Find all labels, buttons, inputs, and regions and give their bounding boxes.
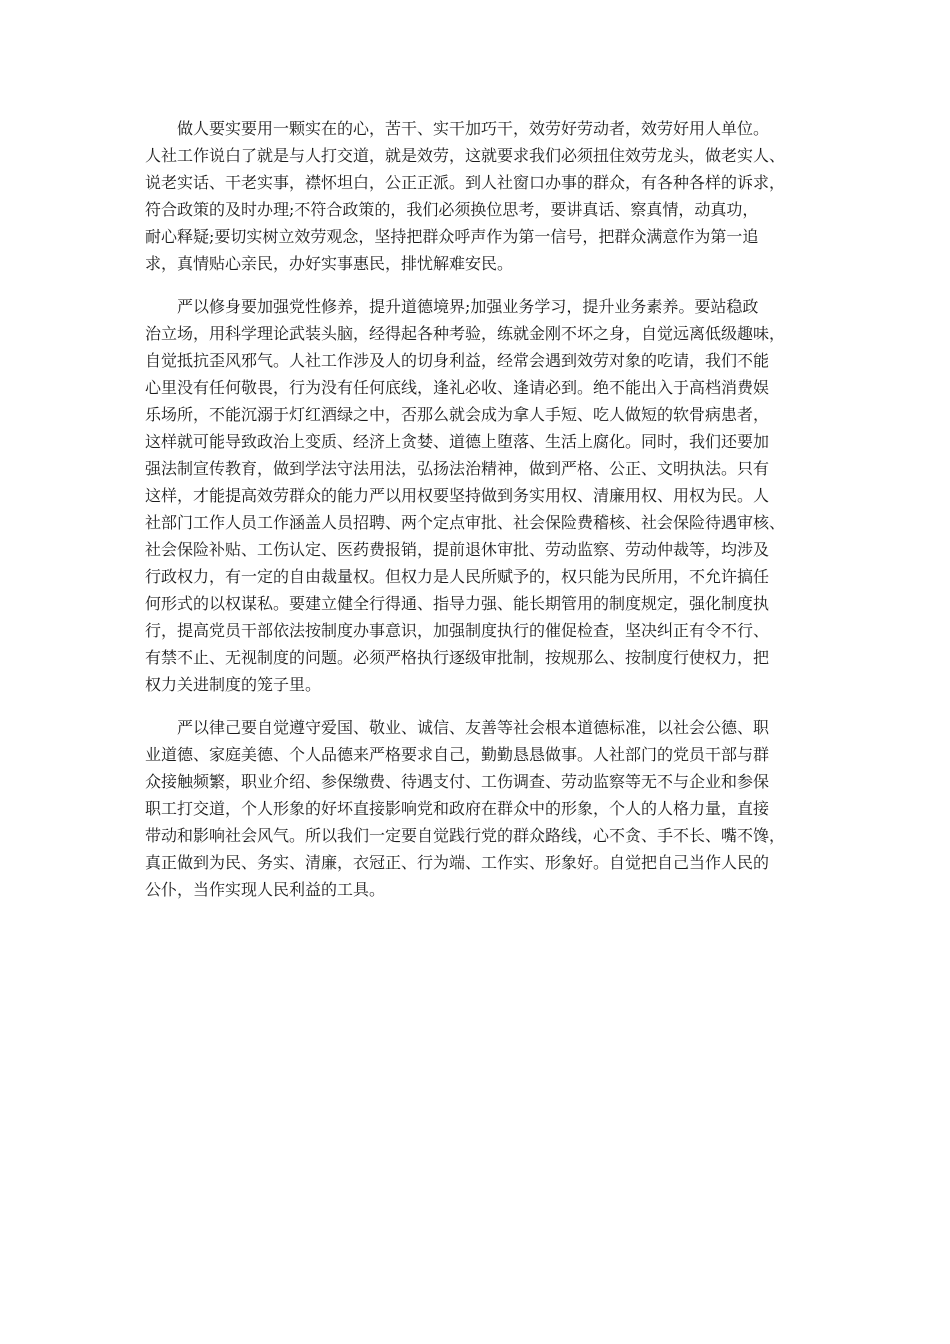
text-line: 自觉抵抗歪风邪气。人社工作涉及人的切身利益，经常会遇到效劳对象的吃请，我们不能	[145, 351, 770, 370]
text-line: 职工打交道，个人形象的好坏直接影响党和政府在群众中的形象，个人的人格力量，直接	[145, 799, 770, 818]
text-line: 人社工作说白了就是与人打交道，就是效劳，这就要求我们必须扭住效劳龙头，做老实人、	[145, 146, 786, 165]
text-line: 强法制宣传教育，做到学法守法用法，弘扬法治精神，做到严格、公正、文明执法。只有	[145, 459, 770, 478]
text-line: 公仆，当作实现人民利益的工具。	[145, 880, 386, 899]
text-line: 严以修身要加强党性修养，提升道德境界;加强业务学习，提升业务素养。要站稳政	[177, 297, 759, 316]
text-line: 严以律己要自觉遵守爱国、敬业、诚信、友善等社会根本道德标准，以社会公德、职	[177, 718, 770, 737]
text-line: 做人要实要用一颗实在的心，苦干、实干加巧干，效劳好劳动者，效劳好用人单位。	[177, 119, 770, 138]
text-line: 求，真情贴心亲民，办好实事惠民，排忧解难安民。	[145, 254, 514, 273]
document-body	[145, 115, 805, 919]
paragraph-2	[145, 293, 805, 698]
paragraph-3	[145, 714, 805, 903]
text-line: 社部门工作人员工作涵盖人员招聘、两个定点审批、社会保险费稽核、社会保险待遇审核、	[145, 513, 786, 532]
text-line: 众接触频繁，职业介绍、参保缴费、待遇支付、工伤调查、劳动监察等无不与企业和参保	[145, 772, 770, 791]
text-line: 这样，才能提高效劳群众的能力严以用权要坚持做到务实用权、清廉用权、用权为民。人	[145, 486, 770, 505]
paragraph-1	[145, 115, 805, 277]
text-line: 带动和影响社会风气。所以我们一定要自觉践行党的群众路线，心不贪、手不长、嘴不馋，	[145, 826, 786, 845]
text-line: 耐心释疑;要切实树立效劳观念，坚持把群众呼声作为第一信号，把群众满意作为第一追	[145, 227, 759, 246]
text-line: 何形式的以权谋私。要建立健全行得通、指导力强、能长期管用的制度规定，强化制度执	[145, 594, 770, 613]
text-line: 心里没有任何敬畏，行为没有任何底线，逢礼必收、逢请必到。绝不能出入于高档消费娱	[145, 378, 770, 397]
text-line: 有禁不止、无视制度的问题。必须严格执行逐级审批制，按规那么、按制度行使权力，把	[145, 648, 770, 667]
text-line: 业道德、家庭美德、个人品德来严格要求自己，勤勤恳恳做事。人社部门的党员干部与群	[145, 745, 770, 764]
text-line: 说老实话、干老实事，襟怀坦白，公正正派。到人社窗口办事的群众，有各种各样的诉求，	[145, 173, 786, 192]
text-line: 权力关进制度的笼子里。	[145, 675, 322, 694]
text-line: 这样就可能导致政治上变质、经济上贪婪、道德上堕落、生活上腐化。同时，我们还要加	[145, 432, 770, 451]
text-line: 乐场所，不能沉溺于灯红酒绿之中，否那么就会成为拿人手短、吃人做短的软骨病患者，	[145, 405, 770, 424]
text-line: 真正做到为民、务实、清廉，衣冠正、行为端、工作实、形象好。自觉把自己当作人民的	[145, 853, 770, 872]
text-line: 行，提高党员干部依法按制度办事意识，加强制度执行的催促检查，坚决纠正有令不行、	[145, 621, 770, 640]
text-line: 行政权力，有一定的自由裁量权。但权力是人民所赋予的，权只能为民所用，不允许搞任	[145, 567, 770, 586]
text-line: 符合政策的及时办理;不符合政策的，我们必须换位思考，要讲真话、察真情，动真功，	[145, 200, 759, 219]
text-line: 社会保险补贴、工伤认定、医药费报销，提前退休审批、劳动监察、劳动仲裁等，均涉及	[145, 540, 770, 559]
text-line: 治立场，用科学理论武装头脑，经得起各种考验，练就金刚不坏之身，自觉远离低级趣味，	[145, 324, 786, 343]
